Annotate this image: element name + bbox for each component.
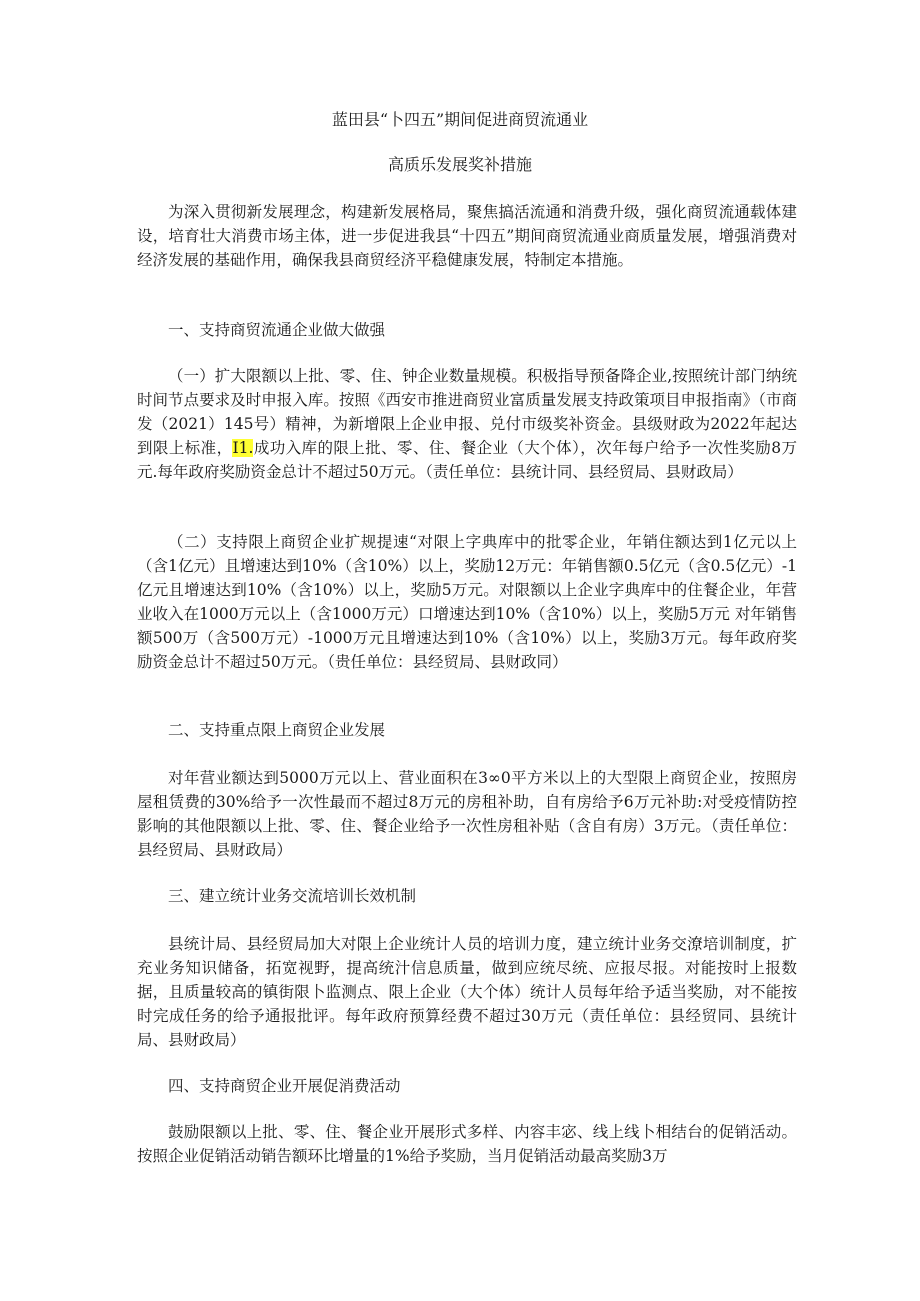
document-title-line1: 蓝田县“卜四五”期间促进商贸流通业 (331, 110, 589, 129)
highlighted-text: I1. (232, 439, 254, 457)
section3-paragraph: 县统计局、县经贸局加大对限上企业统计人员的培训力度，建立统计业务交潦培训制度，扩充业务知识储备，拓宽视野，提高统汁信息质量，做到应统尽统、应报尽报。对能按时上报数据，且质量较高的镇街限卜监测点、限上企业（大个体）统计人员每年给予适当奖励，对不能按时完成任务的给予通报批评。每年政府预算经费不超过30万元（责任单位：县经贸同、县统计局、县财政局） (137, 935, 797, 1049)
section1-item1-paragraph (137, 364, 797, 484)
intro-paragraph: 为深入贯彻新发展理念，构建新发展格局，聚焦搞活流通和消费升级，强化商贸流通载体建设，培育壮大消费市场主体，进一步促进我县“十四五”期间商贸流通业商质量发展，增强消费对经济发展的基础作用，确保我县商贸经济平稳健康发展，特制定本措施。 (137, 203, 797, 269)
section2-paragraph: 对年营业额达到5000万元以上、营业面积在3∞0平方米以上的大型限上商贸企业，按照房屋租赁费的30%给予一次性最而不超过8万元的房租补助，自有房给予6万元补助:对受疫情防控影响的其他限额以上批、零、住、餐企业给予一次性房租补贴（含自有房）3万元。（责任单位：县经贸局、县财政局） (137, 769, 797, 859)
section4-heading: 四、支持商贸企业开展促消费活动 (168, 1077, 401, 1095)
section4-paragraph: 鼓励限额以上批、零、住、餐企业开展形式多样、内容丰宓、线上线卜相结台的促销活动。按照企业促销活动销告额环比增量的1%给予奖励，当月促销活动最高奖励3万 (137, 1123, 797, 1165)
document-title-line2: 高质乐发展奖补措施 (387, 155, 532, 174)
section1-heading: 一、支持商贸流通企业做大做强 (168, 321, 386, 339)
section1-item1-text-before: （一）扩大限额以上批、零、住、钟企业数量规模。积极指导预备降企业,按照统计部门纳统时间节点要求及时申报入库。按照《西安市推进商贸业富质量发展支持政策项目申报指南》（市商发（2021）145号）精神，为新增限上企业申报、兑付市级奖补资金。县级财政为2022年起达到限上标准， (137, 367, 797, 457)
section1-item2-paragraph: （二）支持限上商贸企业扩规提速“对限上字典库中的批零企业，年销住额达到1亿元以上（含1亿元）且增速达到10%（含10%）以上，奖励12万元：年销售额0.5亿元（含0.5亿元）-1亿元且增速达到10%（含10%）以上，奖励5万元。对限额以上企业字典库中的住餐企业，年营业收入在1000万元以上（含1000万元）口增速达到10%（含10%）以上，奖励5万元 对年销售额500万（含500万元）-1000万元且增速达到10%（含10%）以上，奖励3万元。每年政府奖励资金总计不超过50万元。（贵任单位：县经贸局、县财政同） (137, 533, 797, 671)
section1-item1-text-after: 成功入库的限上批、零、住、餐企业（大个体），次年每户给予一次性奖励8万元.每年政府奖励资金总计不超过50万元。（责任单位：县统计同、县经贸局、县财政局） (137, 439, 797, 481)
section3-heading: 三、建立统计业务交流培训长效机制 (168, 887, 417, 905)
section2-heading: 二、支持重点限上商贸企业发展 (168, 721, 386, 739)
